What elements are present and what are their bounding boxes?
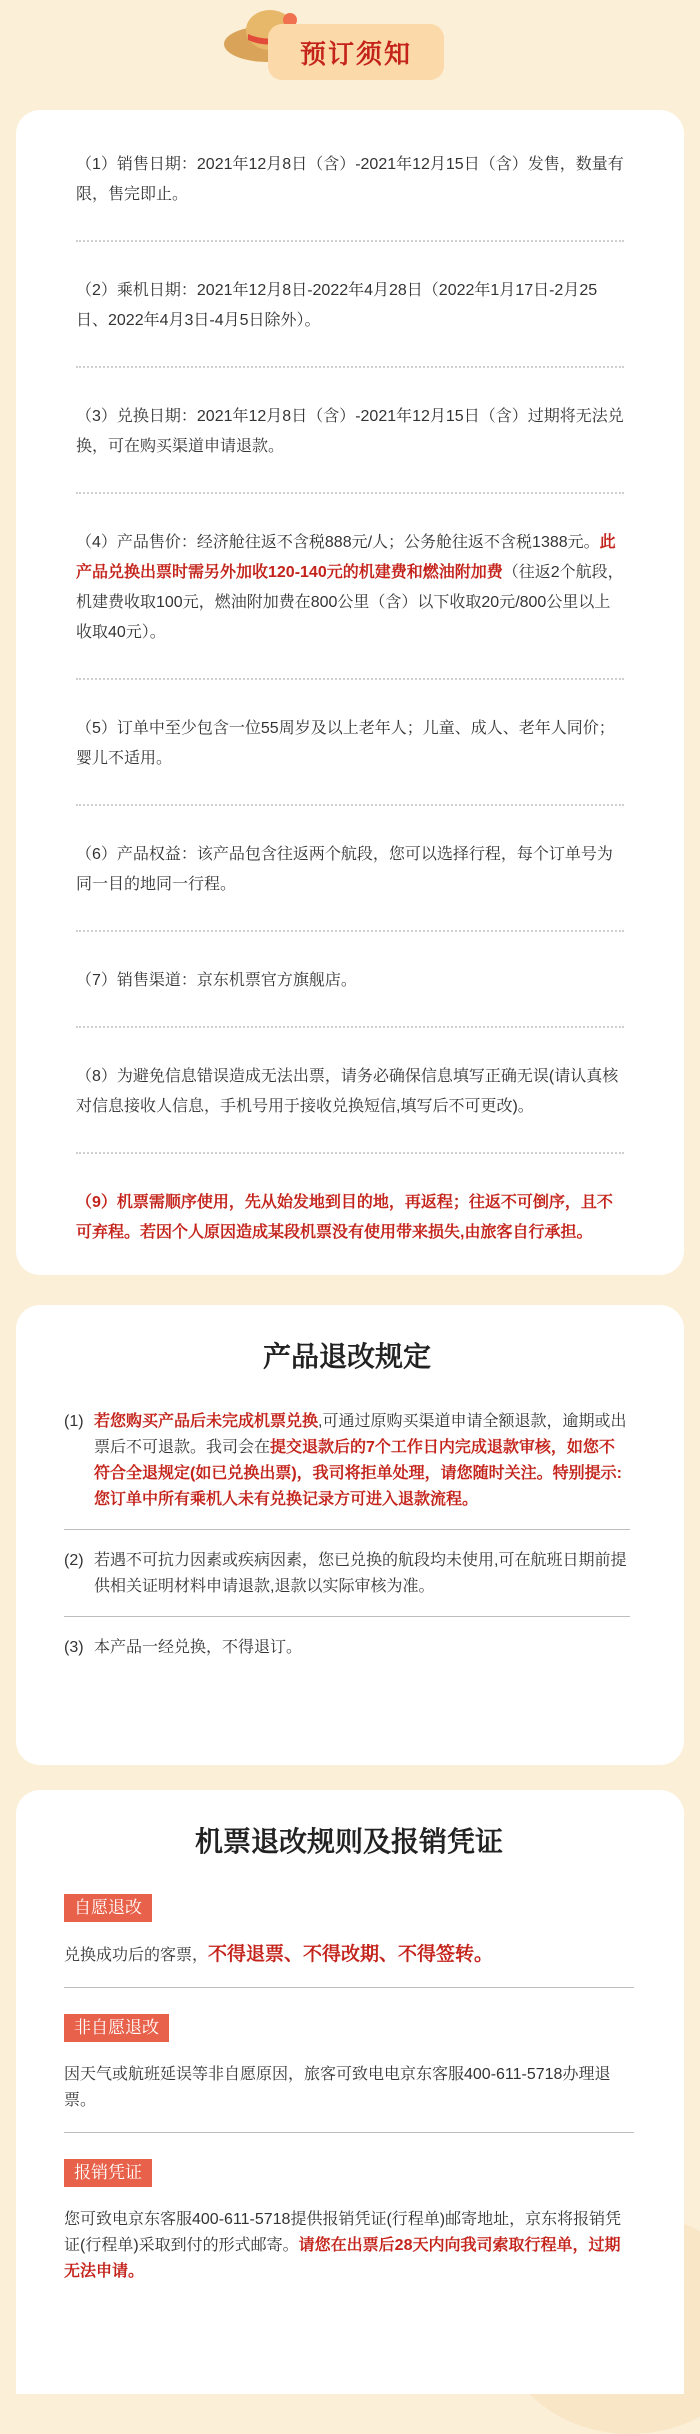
- notice-item-4-detail: （往返2个航段，机建费收取100元，燃油附加费在800公里（含）以下收取20元/800公里以上收取40元）。: [76, 564, 624, 641]
- notice-item-4: [76, 528, 624, 648]
- divider: [76, 1026, 624, 1028]
- rules-title: 机票退改规则及报销凭证: [194, 1826, 503, 1857]
- notice-item-4-text: （4）产品售价：经济舱往返不含税888元/人；公务舱往返不含税1388元。: [76, 534, 600, 551]
- notice-item-2: （2）乘机日期：2021年12月8日-2022年4月28日（2022年1月17日-2月25日、2022年4月3日-4月5日除外）。: [76, 282, 598, 329]
- divider: [76, 492, 624, 494]
- involuntary-change-text: 因天气或航班延误等非自愿原因，旅客可致电电京东客服400-611-5718办理退票。: [64, 2066, 611, 2109]
- reimbursement-highlight: 请您在出票后28天内向我司索取行程单，过期无法申请。: [64, 2237, 621, 2280]
- divider: [76, 804, 624, 806]
- voluntary-change-desc: 兑换成功后的客票，: [64, 1947, 209, 1964]
- divider: [64, 1616, 630, 1617]
- voluntary-change-text: [64, 1942, 634, 1969]
- refund-item-3: [64, 1635, 630, 1661]
- refund-item-2-text: 若遇不可抗力因素或疾病因素，您已兑换的航段均未使用,可在航班日期前提供相关证明材料申请退款,退款以实际审核为准。: [94, 1552, 627, 1595]
- divider: [76, 930, 624, 932]
- refund-item-3-text: 本产品一经兑换，不得退订。: [94, 1639, 303, 1656]
- refund-item-2: [64, 1548, 630, 1600]
- refund-item-3-number: (3): [64, 1639, 84, 1656]
- refund-item-1-highlight: 若您购买产品后未完成机票兑换: [94, 1413, 319, 1430]
- refund-item-1-number: (1): [64, 1413, 84, 1430]
- reimbursement-text: [64, 2207, 634, 2285]
- reimbursement-desc: 您可致电京东客服400-611-5718提供报销凭证(行程单)邮寄地址，京东将报销凭证(行程单)采取到付的形式邮寄。: [64, 2211, 622, 2254]
- notice-item-8: （8）为避免信息错误造成无法出票，请务必确保信息填写正确无误(请认真核对信息接收人信息，手机号用于接收兑换短信,填写后不可更改)。: [76, 1068, 619, 1115]
- notice-item-6: （6）产品权益：该产品包含往返两个航段，您可以选择行程，每个订单号为同一目的地同一行程。: [76, 846, 613, 893]
- refund-card: [16, 1305, 684, 1765]
- rules-card: [16, 1790, 684, 2394]
- refund-item-1: [64, 1409, 630, 1513]
- refund-item-2-number: (2): [64, 1552, 84, 1569]
- refund-item-1-body: [94, 1409, 630, 1513]
- divider: [76, 1152, 624, 1154]
- notice-card: [16, 110, 684, 1275]
- refund-title: 产品退改规定: [262, 1341, 431, 1372]
- refund-item-1-highlight-2: 提交退款后的7个工作日内完成退款审核，如您不符合全退规定(如已兑换出票)，我司将拒单处理，请您随时关注。特别提示:您订单中所有乘机人未有兑换记录方可进入退款流程。: [94, 1439, 622, 1508]
- divider: [76, 366, 624, 368]
- divider: [64, 1529, 630, 1530]
- divider: [64, 1987, 634, 1988]
- page-title: 预订须知: [268, 24, 444, 80]
- involuntary-change-tag: 非自愿退改: [64, 2014, 169, 2042]
- notice-item-9: [76, 1188, 624, 1248]
- divider: [76, 678, 624, 680]
- divider: [76, 240, 624, 242]
- voluntary-change-highlight: 不得退票、不得改期、不得签转。: [208, 1944, 494, 1965]
- notice-item-3: （3）兑换日期：2021年12月8日（含）-2021年12月15日（含）过期将无法兑换，可在购买渠道申请退款。: [76, 408, 624, 455]
- header: [0, 0, 700, 110]
- voluntary-change-tag: 自愿退改: [64, 1894, 152, 1922]
- refund-item-1-text: ,可通过原购买渠道申请全额退款，逾期或出票后不可退款。我司会在: [94, 1413, 627, 1456]
- notice-item-4-highlight: 此产品兑换出票时需另外加收120-140元的机建费和燃油附加费: [76, 534, 616, 581]
- divider: [64, 2132, 634, 2133]
- reimbursement-tag: 报销凭证: [64, 2159, 152, 2187]
- notice-item-1: （1）销售日期：2021年12月8日（含）-2021年12月15日（含）发售，数量有限，售完即止。: [76, 156, 624, 203]
- notice-item-9-text: （9）机票需顺序使用，先从始发地到目的地，再返程；往返不可倒序，且不可弃程。若因个人原因造成某段机票没有使用带来损失,由旅客自行承担。: [76, 1194, 613, 1241]
- notice-item-5: （5）订单中至少包含一位55周岁及以上老年人；儿童、成人、老年人同价；婴儿不适用。: [76, 720, 615, 767]
- notice-item-7: （7）销售渠道：京东机票官方旗舰店。: [76, 972, 357, 989]
